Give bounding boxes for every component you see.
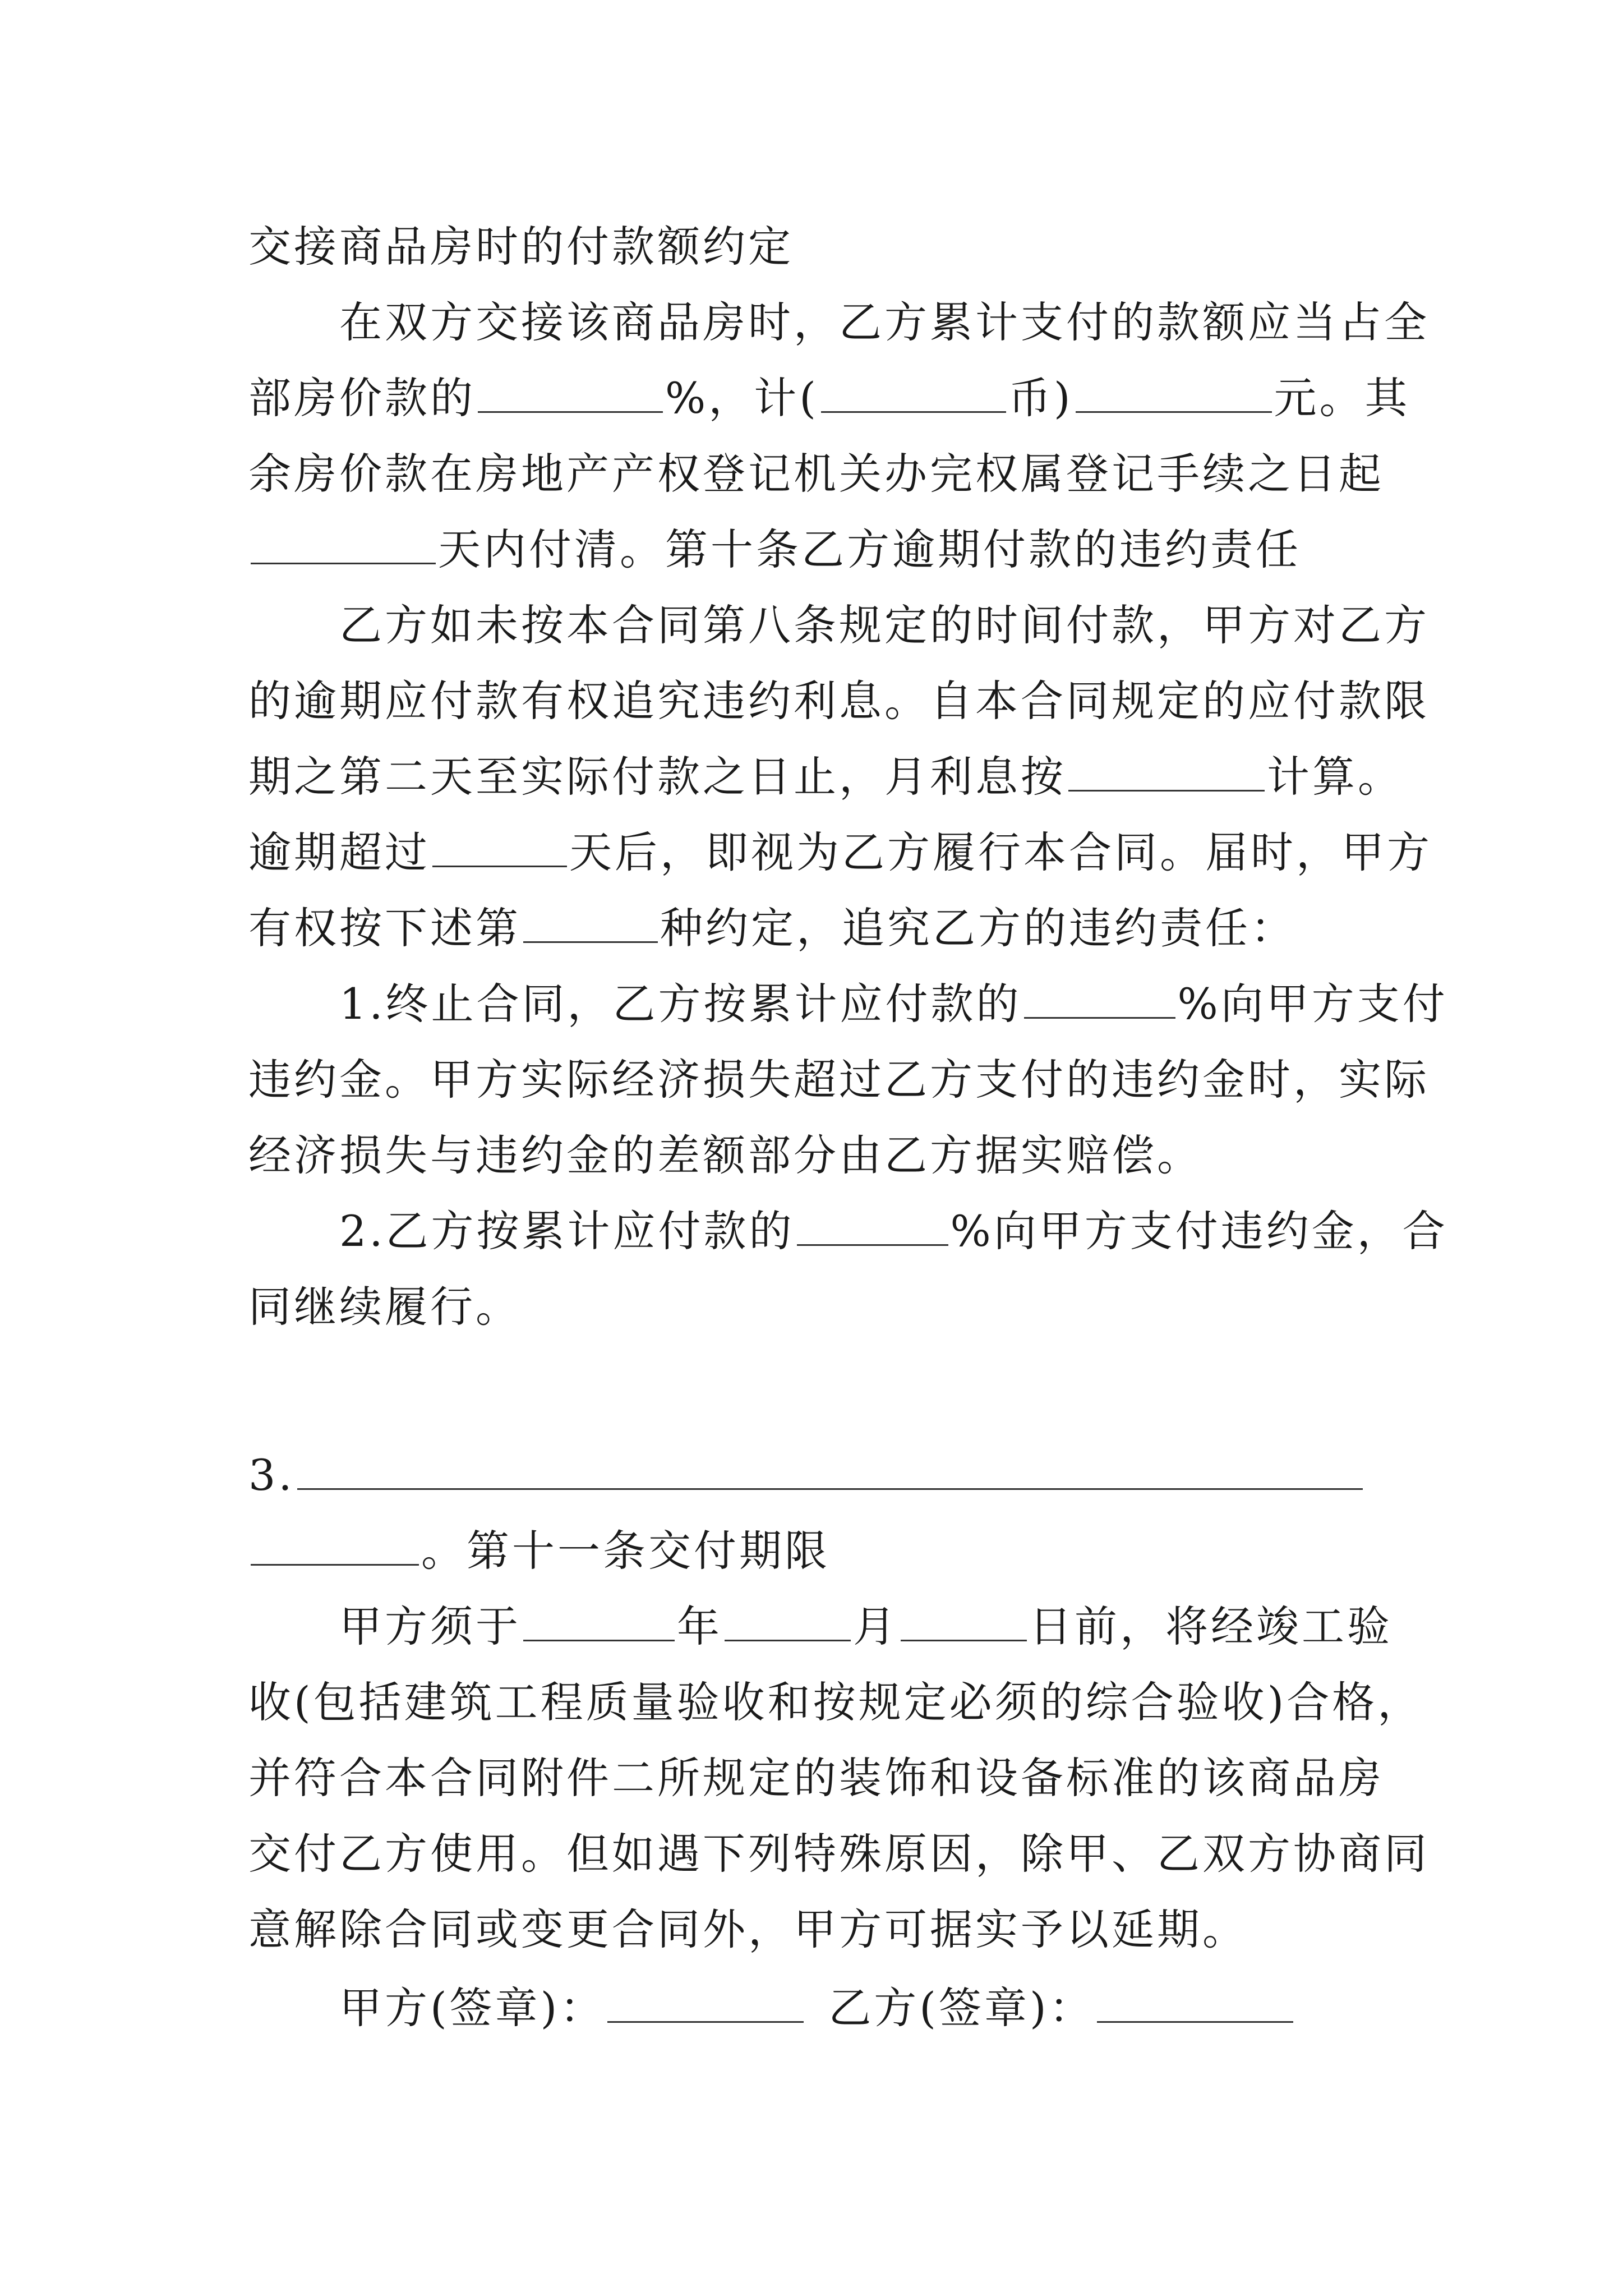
currency-blank[interactable]	[821, 372, 1006, 413]
text: 日前，将经竣工验	[1029, 1602, 1393, 1651]
text: 有权按下述第	[248, 903, 521, 953]
paragraph-line	[248, 825, 1432, 881]
text: 交付乙方使用。但如遇下列特殊原因，除甲、乙双方协商同	[248, 1829, 1430, 1879]
party-a-signature-label: 甲方(签章)：	[339, 1983, 606, 2033]
paragraph-line	[248, 1128, 1202, 1184]
days-blank[interactable]	[251, 523, 436, 564]
paragraph-line	[248, 1052, 1430, 1108]
interest-rate-blank[interactable]	[1068, 751, 1265, 792]
paragraph-line	[248, 522, 1301, 578]
signature-line	[339, 1980, 1295, 2036]
paragraph-line	[248, 900, 1296, 956]
paragraph-line	[248, 1674, 1423, 1731]
text: 的逾期应付款有权追究违约利息。自本合同规定的应付款限	[248, 676, 1430, 726]
paragraph-line	[339, 1599, 1393, 1655]
overdue-days-blank[interactable]	[432, 826, 567, 867]
custom-clause-blank[interactable]	[297, 1449, 1363, 1490]
paragraph-line	[248, 1826, 1430, 1882]
text: 并符合本合同附件二所规定的装饰和设备标准的该商品房	[248, 1753, 1384, 1803]
text: 天后，即视为乙方履行本合同。届时，甲方	[569, 827, 1432, 877]
paragraph-line	[248, 1523, 830, 1579]
text: 3.	[248, 1450, 295, 1500]
text: %向甲方支付违约金，合	[950, 1206, 1448, 1256]
text: 期之第二天至实际付款之日止，月利息按	[248, 752, 1066, 802]
paragraph-line	[248, 446, 1384, 502]
paragraph-line	[339, 1203, 1448, 1259]
text: 年	[677, 1602, 722, 1651]
text: 意解除合同或变更合同外，甲方可据实予以延期。	[248, 1904, 1248, 1954]
percent-blank[interactable]	[478, 372, 663, 413]
text: 月	[853, 1602, 898, 1651]
text: 在双方交接该商品房时，乙方累计支付的款额应当占全	[339, 297, 1430, 347]
text: 乙方如未按本合同第八条规定的时间付款，甲方对乙方	[339, 600, 1430, 650]
text: 经济损失与违约金的差额部分由乙方据实赔偿。	[248, 1130, 1202, 1180]
paragraph-line	[248, 749, 1403, 805]
text: 2.乙方按累计应付款的	[339, 1206, 795, 1256]
custom-clause-blank-continued[interactable]	[251, 1525, 419, 1566]
paragraph-line	[248, 1750, 1384, 1806]
paragraph-line	[339, 295, 1430, 351]
text: 天内付清。第十条乙方逾期付款的违约责任	[438, 524, 1301, 574]
text: %向甲方支付	[1177, 979, 1448, 1029]
party-b-signature-label: 乙方(签章)：	[828, 1983, 1095, 2033]
text: 元。其	[1274, 373, 1410, 423]
text: 种约定，追究乙方的违约责任：	[660, 903, 1296, 953]
text: 。第十一条交付期限	[421, 1526, 830, 1576]
paragraph-line	[248, 673, 1430, 729]
text: 同继续履行。	[248, 1282, 521, 1332]
party-a-signature-blank[interactable]	[607, 1982, 804, 2023]
text: 违约金。甲方实际经济损失超过乙方支付的违约金时，实际	[248, 1055, 1430, 1105]
paragraph-line	[248, 1902, 1248, 1958]
paragraph-line	[248, 370, 1410, 426]
paragraph-line	[248, 1447, 1365, 1503]
text: %，计(	[665, 373, 819, 423]
text: 计算。	[1267, 752, 1403, 802]
party-b-signature-blank[interactable]	[1097, 1982, 1293, 2023]
penalty-percent-blank[interactable]	[1024, 978, 1175, 1019]
clause-number-blank[interactable]	[523, 902, 658, 943]
text: 余房价款在房地产产权登记机关办完权属登记手续之日起	[248, 449, 1384, 499]
text: 币)	[1008, 373, 1073, 423]
section-heading-payment	[248, 219, 794, 275]
text: 收(包括建筑工程质量验收和按规定必须的综合验收)合格，	[248, 1677, 1423, 1727]
month-blank[interactable]	[725, 1600, 851, 1641]
paragraph-line	[248, 1279, 521, 1335]
text: 1.终止合同，乙方按累计应付款的	[339, 979, 1022, 1029]
text: 逾期超过	[248, 827, 430, 877]
paragraph-line	[339, 976, 1448, 1032]
paragraph-line	[339, 597, 1430, 654]
penalty-percent-blank[interactable]	[797, 1205, 948, 1246]
day-blank[interactable]	[901, 1600, 1027, 1641]
year-blank[interactable]	[523, 1600, 675, 1641]
amount-blank[interactable]	[1076, 372, 1272, 413]
text: 交接商品房时的付款额约定	[248, 222, 794, 272]
text: 部房价款的	[248, 373, 476, 423]
text: 甲方须于	[339, 1602, 521, 1651]
